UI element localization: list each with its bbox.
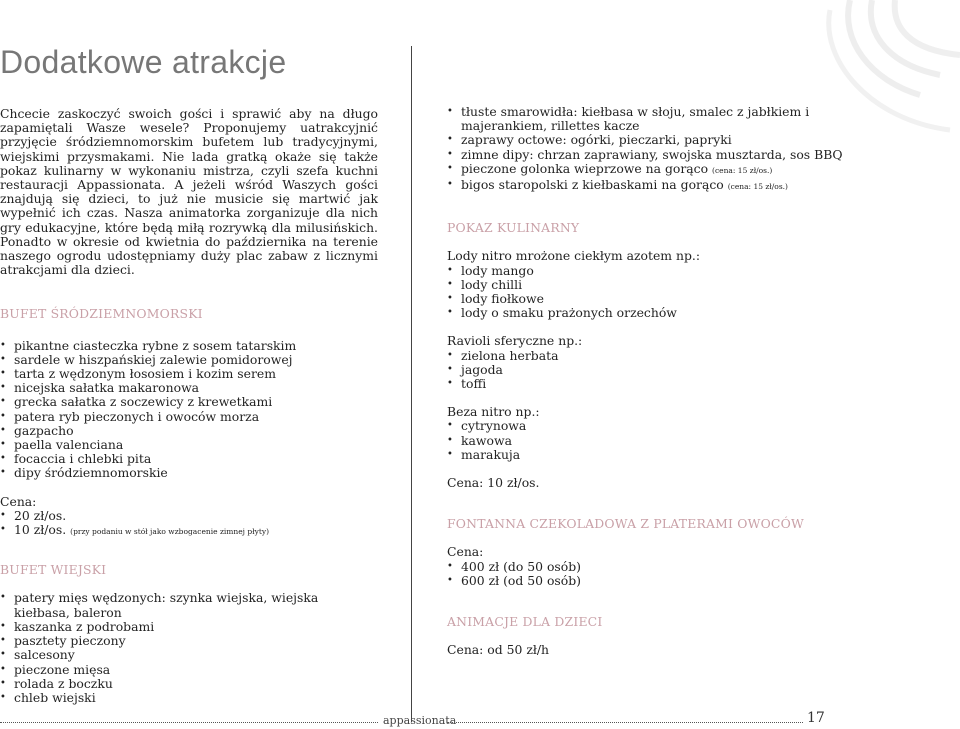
list-item [447, 162, 847, 178]
beza-label: Beza nitro np.: [447, 404, 540, 420]
list-item: • patera ryb pieczonych i owoców morza [0, 410, 378, 424]
list-item: • kawowa [447, 434, 847, 448]
list-item: • toffi [447, 377, 847, 391]
item-price-note: (cena: 15 zł/os.) [712, 165, 773, 175]
ravioli-list [447, 349, 847, 392]
list-item: • dipy śródziemnomorskie [0, 466, 378, 480]
bufet-wiejski-continued-list [447, 105, 847, 194]
right-column [447, 105, 847, 657]
bufet-srodziemnomorski-prices [0, 509, 378, 539]
price-item [0, 523, 378, 539]
price-item: • 20 zł/os. [0, 509, 378, 523]
list-item: • patery mięs wędzonych: szynka wiejska, wiejska kiełbasa, baleron [0, 591, 378, 619]
column-divider [411, 46, 412, 722]
footer-brand: appassionata [383, 714, 457, 727]
list-item: • rolada z boczku [0, 677, 378, 691]
list-item: • tarta z wędzonym łososiem i kozim serem [0, 367, 378, 381]
list-item: • pieczone mięsa [0, 663, 378, 677]
fontanna-heading: FONTANNA CZEKOLADOWA Z PLATERAMI OWOCÓW [447, 516, 804, 532]
item-price-note: (cena: 15 zł/os.) [727, 182, 788, 192]
price-item: • 400 zł (do 50 osób) [447, 560, 847, 574]
list-item: • focaccia i chlebki pita [0, 452, 378, 466]
list-item: • lody fiołkowe [447, 292, 847, 306]
list-item: • grecka sałatka z soczewicy z krewetkami [0, 395, 378, 409]
left-column [0, 107, 378, 705]
list-item: • lody o smaku prażonych orzechów [447, 306, 847, 320]
bufet-wiejski-list [0, 591, 378, 705]
price-item: • 600 zł (od 50 osób) [447, 574, 847, 588]
list-item: • lody mango [447, 264, 847, 278]
bufet-wiejski-heading: BUFET WIEJSKI [0, 562, 107, 578]
list-item: • pikantne ciasteczka rybne z sosem tatarskim [0, 339, 378, 353]
intro-paragraph: Chcecie zaskoczyć swoich gości i sprawić aby na długo zapamiętali Wasze wesele? Proponujemy uatrakcyjnić przyjęcie śródziemnomorskim bufetem lub tradycyjnymi, wiejskimi przysmakami. Nie lada gratką okaże się także pokaz kulinarny w wykonaniu mistrza, czyli szefa kuchni restauracji Appassionata. A jeżeli wśród Waszych gości znajdują się dzieci, to już nie musicie się martwić jak wypełnić ich czas. Nasza animatorka zorganizuje dla nich gry edukacyjne, które będą miłą rozrywką dla milusińskich. Ponadto w okresie od kwietnia do października na terenie naszego ogrodu udostępniamy duży plac zabaw z licznymi atrakcjami dla dzieci. [0, 106, 378, 278]
list-item: • marakuja [447, 448, 847, 462]
list-item: • paella valenciana [0, 438, 378, 452]
bufet-srodziemnomorski-heading: BUFET ŚRÓDZIEMNOMORSKI [0, 306, 203, 322]
page-footer [0, 712, 960, 728]
pokaz-price: Cena: 10 zł/os. [447, 475, 540, 491]
list-item: • gazpacho [0, 424, 378, 438]
list-item: • nicejska sałatka makaronowa [0, 381, 378, 395]
footer-dotted-leader-right [447, 712, 803, 723]
animacje-heading: ANIMACJE DLA DZIECI [447, 614, 603, 630]
footer-dotted-leader-left [0, 712, 378, 723]
bufet-srodziemnomorski-price-label: Cena: [0, 493, 37, 509]
price-note: (przy podaniu w stół jako wzbogacenie zimnej płyty) [70, 527, 270, 537]
fontanna-price-list [447, 560, 847, 588]
price-value: 10 zł/os. [14, 522, 67, 538]
list-item: • cytrynowa [447, 419, 847, 433]
fontanna-price-label: Cena: [447, 544, 484, 560]
list-item: • jagoda [447, 363, 847, 377]
list-item: • zimne dipy: chrzan zaprawiany, swojska musztarda, sos BBQ [447, 148, 847, 162]
list-item: • zaprawy octowe: ogórki, pieczarki, papryki [447, 133, 847, 147]
item-text: bigos staropolski z kiełbaskami na gorąco [461, 177, 724, 193]
page-title: Dodatkowe atrakcje [0, 44, 287, 80]
list-item [447, 178, 847, 194]
ravioli-label: Ravioli sferyczne np.: [447, 333, 583, 349]
item-text: pieczone golonka wieprzowe na gorąco [461, 160, 709, 176]
page-number: 17 [807, 710, 825, 726]
pokaz-kulinarny-heading: POKAZ KULINARNY [447, 220, 580, 236]
list-item: • pasztety pieczony [0, 634, 378, 648]
bufet-srodziemnomorski-list [0, 339, 378, 481]
list-item: • kaszanka z podrobami [0, 620, 378, 634]
list-item: • tłuste smarowidła: kiełbasa w słoju, smalec z jabłkiem i majerankiem, rillettes kacze [447, 105, 847, 133]
list-item: • lody chilli [447, 278, 847, 292]
list-item: • salcesony [0, 648, 378, 662]
list-item: • chleb wiejski [0, 691, 378, 705]
beza-list [447, 419, 847, 462]
lody-list [447, 264, 847, 321]
lody-label: Lody nitro mrożone ciekłym azotem np.: [447, 248, 701, 264]
animacje-price: Cena: od 50 zł/h [447, 642, 550, 658]
list-item: • zielona herbata [447, 349, 847, 363]
list-item: • sardele w hiszpańskiej zalewie pomidorowej [0, 353, 378, 367]
